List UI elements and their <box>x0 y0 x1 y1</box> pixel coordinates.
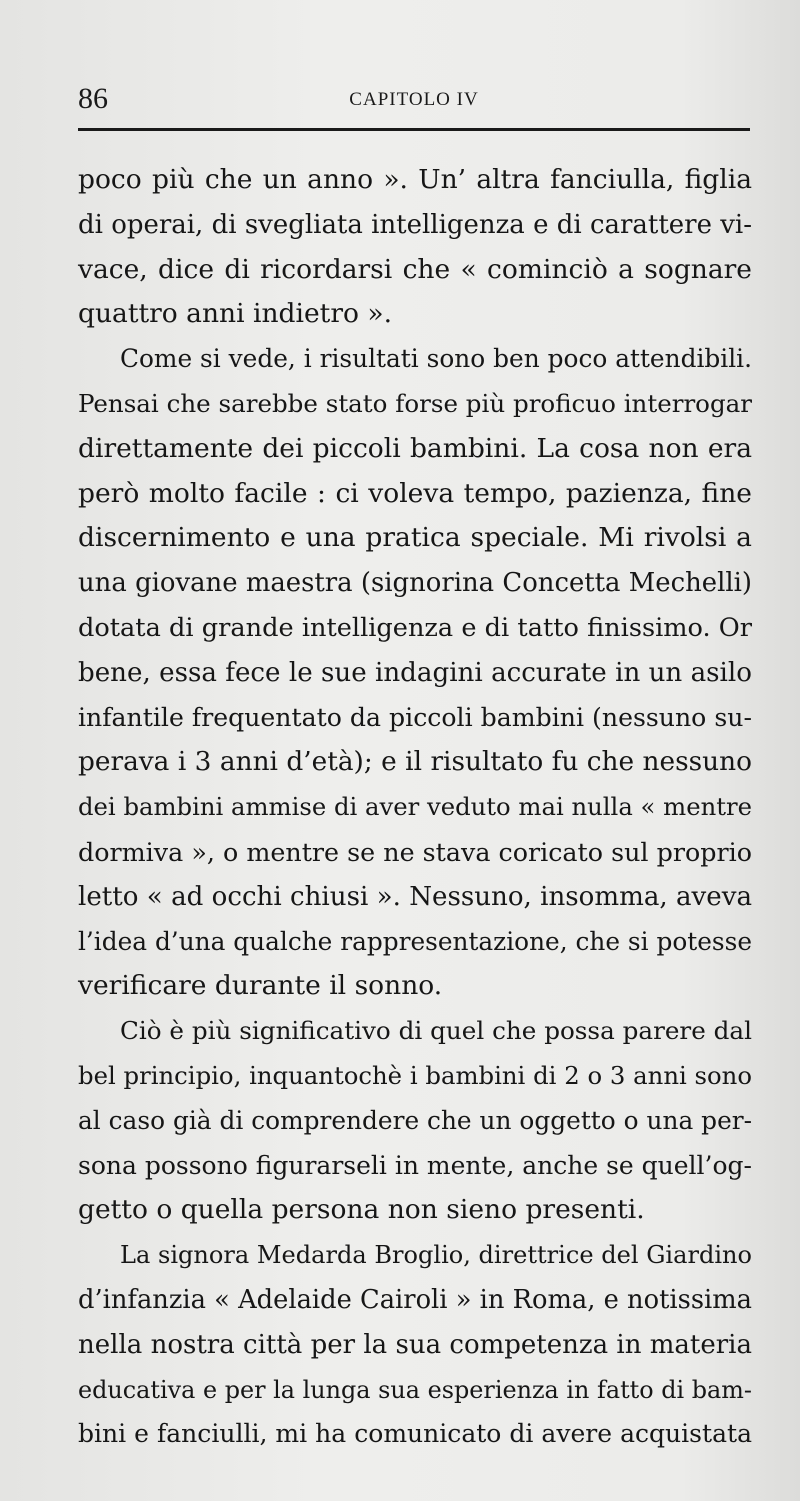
text-line: al caso già di comprendere che un oggetto o una per- <box>78 1105 752 1135</box>
text-line: nella nostra città per la sua competenza in materia <box>78 1329 752 1360</box>
text-line: d’infanzia « Adelaide Cairoli » in Roma, e notissima <box>78 1284 752 1315</box>
text-line: La signora Medarda Broglio, direttrice del Giardino <box>120 1241 752 1270</box>
text-line: direttamente dei piccoli bambini. La cosa non era <box>78 432 752 464</box>
text-line: Come si vede, i risultati sono ben poco attendibili. <box>120 344 752 374</box>
text-line: l’idea d’una qualche rappresentazione, che si potesse <box>78 926 752 956</box>
text-line: perava i 3 anni d’età); e il risultato fu che nessuno <box>78 747 752 778</box>
text-line: sona possono figurarseli in mente, anche se quell’og- <box>78 1150 752 1180</box>
text-line: di operai, di svegliata intelligenza e di carattere vi- <box>78 209 752 240</box>
text-line: però molto facile : ci voleva tempo, pazienza, fine <box>78 477 752 509</box>
body-text <box>78 158 752 1457</box>
page-number: 86 <box>78 82 108 115</box>
text-line: Pensai che sarebbe stato forse più proficuo interrogar <box>78 388 752 418</box>
text-line: Ciò è più significativo di quel che possa parere dal <box>120 1016 752 1046</box>
header-rule <box>78 128 750 131</box>
page-header <box>78 78 750 118</box>
text-line: poco più che un anno ». Un’ altra fanciulla, figlia <box>78 164 752 195</box>
text-line: verificare durante il sonno. <box>78 970 443 1002</box>
text-line: infantile frequentato da piccoli bambini (nessuno su- <box>78 702 752 732</box>
text-line: educativa e per la lunga sua esperienza in fatto di bam- <box>78 1375 752 1404</box>
text-line: bene, essa fece le sue indagini accurate in un asilo <box>78 657 752 688</box>
text-line: vace, dice di ricordarsi che « cominciò a sognare <box>78 253 752 285</box>
text-line: quattro anni indietro ». <box>78 298 393 330</box>
text-line: una giovane maestra (signorina Concetta Mechelli) <box>78 568 752 599</box>
text-line: bel principio, inquantochè i bambini di 2 o 3 anni sono <box>78 1060 752 1090</box>
text-line: discernimento e una pratica speciale. Mi rivolsi a <box>78 522 752 554</box>
text-line: dormiva », o mentre se ne stava coricato sul proprio <box>78 836 752 867</box>
running-head: CAPITOLO IV <box>349 89 479 110</box>
text-line: bini e fanciulli, mi ha comunicato di avere acquistata <box>78 1419 752 1449</box>
text-line: dotata di grande intelligenza e di tatto finissimo. Or <box>78 612 752 643</box>
text-line: dei bambini ammise di aver veduto mai nulla « mentre <box>78 792 752 822</box>
text-line: getto o quella persona non sieno presenti. <box>78 1194 645 1226</box>
text-line: letto « ad occhi chiusi ». Nessuno, insomma, aveva <box>78 881 752 912</box>
